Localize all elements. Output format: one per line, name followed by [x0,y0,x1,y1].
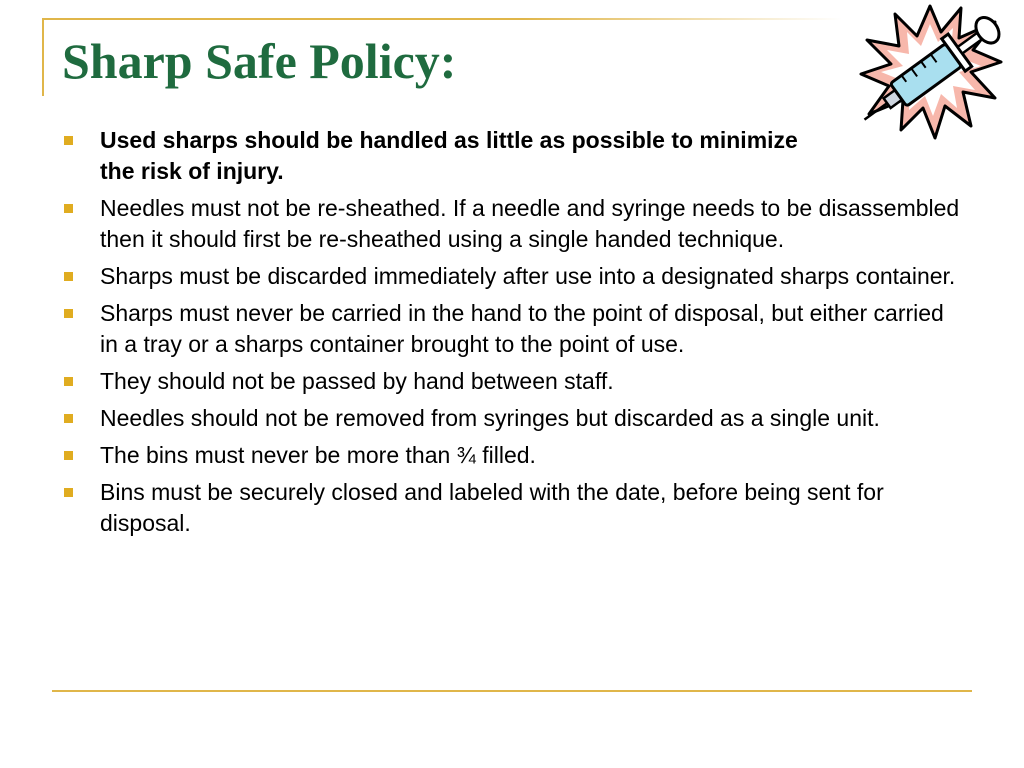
bullet-text: Needles must not be re-sheathed. If a needle and syringe needs to be disassembled then it should first be re-sheathed using a single handed technique. [100,195,960,252]
bullet-item [62,298,967,360]
square-bullet-icon [64,136,73,145]
title-accent-top-line [42,18,842,20]
bullet-item [62,366,967,397]
bullet-item [62,125,967,187]
square-bullet-icon [64,377,73,386]
square-bullet-icon [64,204,73,213]
bullet-item [62,193,967,255]
square-bullet-icon [64,309,73,318]
slide-title: Sharp Safe Policy: [62,33,457,89]
footer-divider [52,690,972,692]
bullet-item [62,261,967,292]
bullet-text: The bins must never be more than ¾ filled. [100,442,536,468]
bullet-item [62,403,967,434]
square-bullet-icon [64,272,73,281]
bullet-item [62,477,967,539]
bullet-item [62,440,967,471]
bullet-text: Sharps must never be carried in the hand to the point of disposal, but either carried in a tray or a sharps container brought to the point of use. [100,300,944,357]
square-bullet-icon [64,488,73,497]
bullet-list [62,125,967,545]
square-bullet-icon [64,414,73,423]
syringe-burst-icon [855,2,1005,142]
bullet-text: Used sharps should be handled as little as possible to minimize the risk of injury. [100,127,798,184]
bullet-text: They should not be passed by hand between staff. [100,368,614,394]
title-accent-vertical-line [42,18,44,96]
bullet-text: Sharps must be discarded immediately after use into a designated sharps container. [100,263,956,289]
bullet-text: Needles should not be removed from syringes but discarded as a single unit. [100,405,880,431]
bullet-text: Bins must be securely closed and labeled with the date, before being sent for disposal. [100,479,884,536]
square-bullet-icon [64,451,73,460]
